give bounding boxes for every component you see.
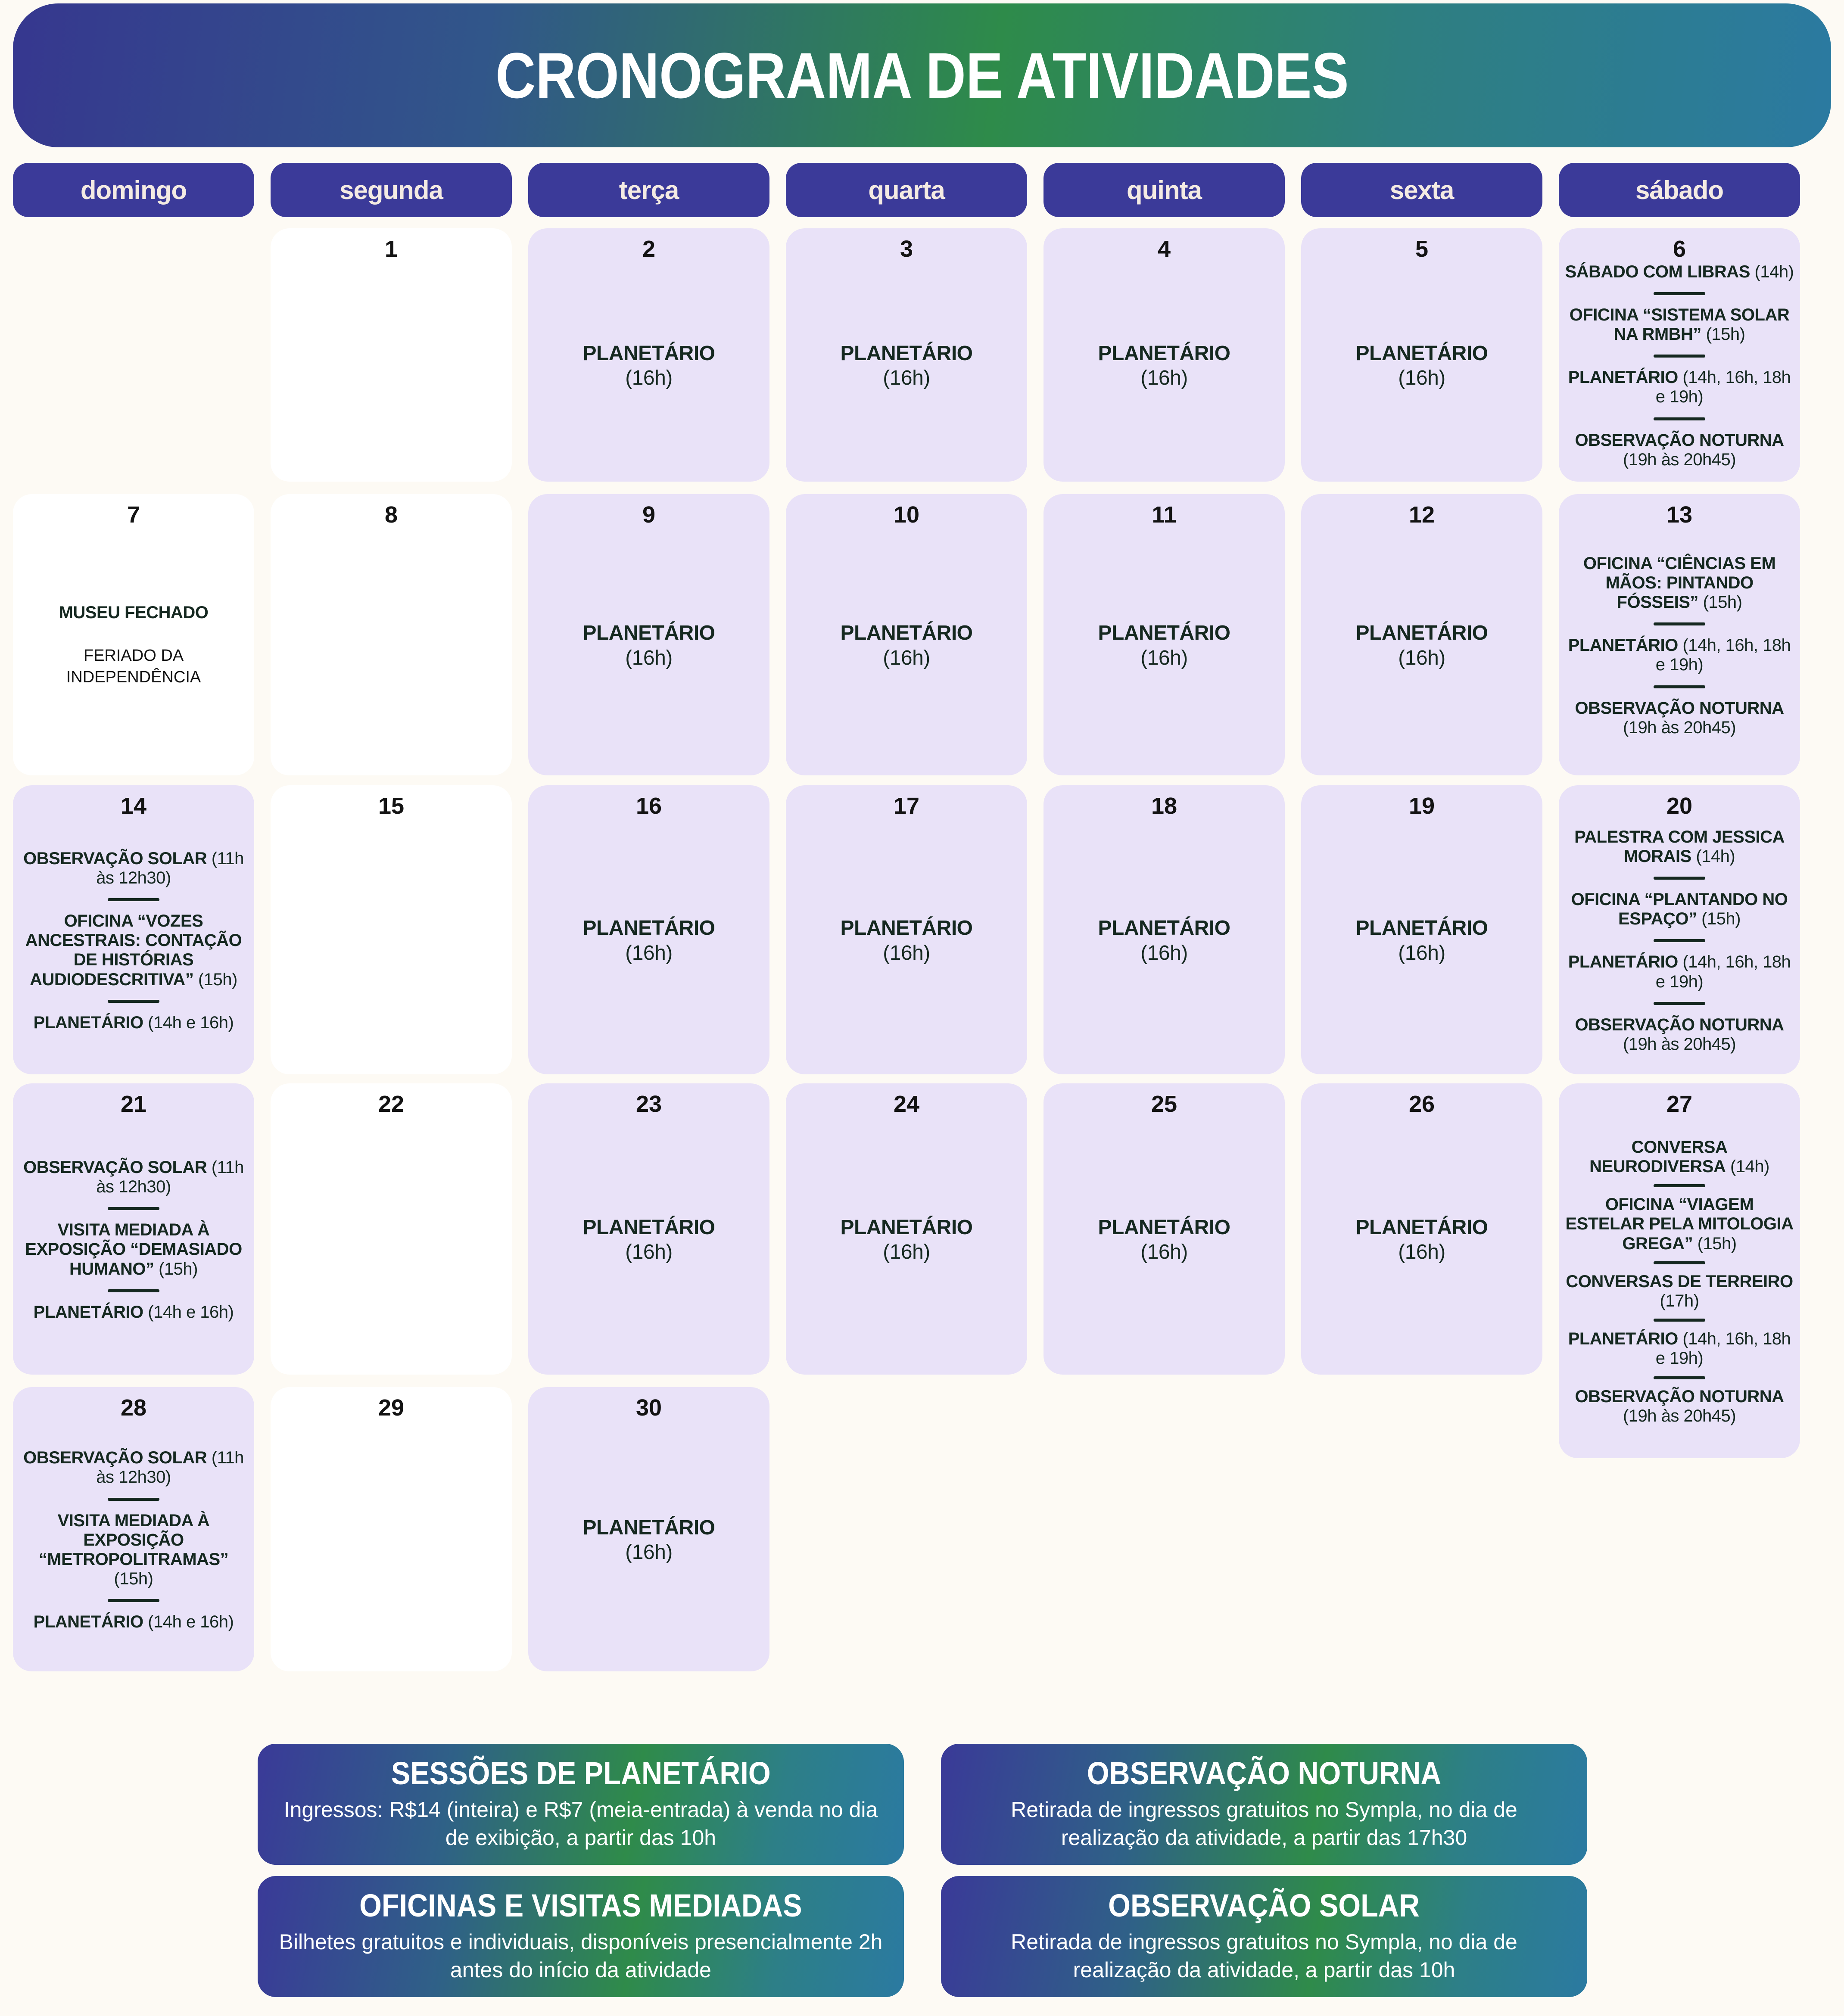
event-divider	[1654, 622, 1705, 625]
calendar-cell-1	[271, 228, 512, 482]
calendar-cell-26	[1301, 1083, 1542, 1375]
day-number: 8	[384, 502, 398, 528]
weekday-header-2: terça	[528, 163, 769, 217]
events-list	[534, 261, 763, 470]
event-divider	[1654, 1184, 1705, 1187]
event-entry: VISITA MEDIADA À EXPOSIÇÃO “DEMASIADO HUMANO” (15h)	[25, 1220, 242, 1279]
weekday-header-5: sexta	[1301, 163, 1542, 217]
weekday-header-4: quinta	[1043, 163, 1285, 217]
event-entry: PLANETÁRIO (16h)	[582, 1516, 715, 1564]
calendar-cell-5	[1301, 228, 1542, 482]
event-entry: OBSERVAÇÃO SOLAR (11h às 12h30)	[23, 1448, 244, 1487]
event-entry: PLANETÁRIO (16h)	[840, 342, 973, 390]
event-entry: OFICINA “VOZES ANCESTRAIS: CONTAÇÃO DE HISTÓRIAS AUDIODESCRITIVA” (15h)	[25, 912, 242, 989]
event-entry: OFICINA “VIAGEM ESTELAR PELA MITOLOGIA GREGA” (15h)	[1565, 1195, 1794, 1253]
event-entry: PLANETÁRIO (16h)	[1355, 1216, 1488, 1264]
event-entry: CONVERSAS DE TERREIRO (17h)	[1566, 1272, 1793, 1310]
event-entry: OBSERVAÇÃO SOLAR (11h às 12h30)	[23, 1157, 244, 1196]
day-number: 25	[1151, 1091, 1177, 1117]
calendar-cell-3	[786, 228, 1027, 482]
calendar-cell-6	[1559, 228, 1800, 482]
events-list	[1050, 527, 1279, 764]
calendar-cell-16	[528, 785, 769, 1074]
day-number: 3	[900, 236, 913, 262]
events-list	[19, 527, 248, 764]
event-divider	[108, 1599, 159, 1602]
event-entry: VISITA MEDIADA À EXPOSIÇÃO “METROPOLITRAMAS” (15h)	[38, 1511, 229, 1589]
event-entry: OBSERVAÇÃO SOLAR (11h às 12h30)	[23, 849, 244, 887]
day-number: 24	[893, 1091, 920, 1117]
events-list	[534, 1420, 763, 1660]
event-entry: CONVERSA NEURODIVERSA (14h)	[1589, 1137, 1769, 1176]
day-number: 30	[635, 1395, 662, 1421]
legend-title: OBSERVAÇÃO NOTURNA	[1087, 1755, 1442, 1791]
day-number: 6	[1673, 236, 1686, 262]
day-number: 9	[642, 502, 656, 528]
calendar-cell-10	[786, 494, 1027, 775]
events-list	[1565, 818, 1794, 1063]
event-entry: PLANETÁRIO (16h)	[1098, 622, 1230, 669]
event-divider	[108, 1207, 159, 1210]
day-number: 27	[1666, 1091, 1693, 1117]
day-number: 15	[378, 793, 405, 819]
calendar-cell-24	[786, 1083, 1027, 1375]
events-list	[19, 1117, 248, 1363]
calendar-cell-11	[1043, 494, 1285, 775]
events-list	[1307, 818, 1536, 1063]
events-list	[1307, 1117, 1536, 1363]
day-number: 12	[1408, 502, 1435, 528]
day-number: 29	[378, 1395, 405, 1421]
event-divider	[1654, 1261, 1705, 1264]
day-number: 28	[120, 1395, 147, 1421]
calendar-cell-7	[13, 494, 254, 775]
day-number: 26	[1408, 1091, 1435, 1117]
legend-box-3	[941, 1876, 1587, 1997]
event-entry: OFICINA “SISTEMA SOLAR NA RMBH” (15h)	[1569, 305, 1790, 344]
day-number: 4	[1157, 236, 1171, 262]
day-number: 20	[1666, 793, 1693, 819]
calendar-cell-13	[1559, 494, 1800, 775]
event-entry: PLANETÁRIO (16h)	[582, 342, 715, 390]
event-entry: PLANETÁRIO (16h)	[1355, 342, 1488, 390]
events-list	[1050, 1117, 1279, 1363]
calendar-cell-30	[528, 1387, 769, 1671]
event-entry: SÁBADO COM LIBRAS (14h)	[1565, 262, 1794, 281]
event-entry: PLANETÁRIO (16h)	[840, 1216, 973, 1264]
events-list	[1307, 261, 1536, 470]
weekday-header-1: segunda	[271, 163, 512, 217]
event-entry: PLANETÁRIO (16h)	[840, 917, 973, 964]
day-number: 7	[127, 502, 140, 528]
event-entry: PLANETÁRIO (14h, 16h, 18h e 19h)	[1568, 952, 1791, 991]
events-list	[1050, 261, 1279, 470]
event-divider	[1654, 355, 1705, 358]
events-list	[792, 1117, 1021, 1363]
calendar-cell-9	[528, 494, 769, 775]
calendar-cell-25	[1043, 1083, 1285, 1375]
calendar-cell-14	[13, 785, 254, 1074]
events-list	[792, 261, 1021, 470]
event-entry: OBSERVAÇÃO NOTURNA (19h às 20h45)	[1575, 1387, 1784, 1425]
event-entry: PLANETÁRIO (14h, 16h, 18h e 19h)	[1568, 368, 1791, 407]
event-entry: PLANETÁRIO (16h)	[582, 622, 715, 669]
event-entry: PLANETÁRIO (16h)	[1355, 917, 1488, 964]
event-divider	[1654, 292, 1705, 295]
event-divider	[108, 898, 159, 901]
event-divider	[1654, 1002, 1705, 1005]
legend-title: OBSERVAÇÃO SOLAR	[1108, 1888, 1420, 1924]
header-banner	[13, 3, 1831, 147]
day-number: 18	[1151, 793, 1177, 819]
events-list	[19, 818, 248, 1063]
calendar-cell-29	[271, 1387, 512, 1671]
day-number: 13	[1666, 502, 1693, 528]
event-divider	[1654, 1376, 1705, 1379]
event-entry: PLANETÁRIO (16h)	[1098, 1216, 1230, 1264]
legend-box-1	[941, 1744, 1587, 1865]
weekday-header-6: sábado	[1559, 163, 1800, 217]
calendar-cell-17	[786, 785, 1027, 1074]
event-entry: PLANETÁRIO (14h, 16h, 18h e 19h)	[1568, 1329, 1791, 1368]
event-divider	[1654, 685, 1705, 688]
event-entry: OBSERVAÇÃO NOTURNA (19h às 20h45)	[1575, 1015, 1784, 1054]
legend-section	[258, 1744, 1587, 1997]
day-number: 22	[378, 1091, 405, 1117]
events-list	[1307, 527, 1536, 764]
calendar-cell-18	[1043, 785, 1285, 1074]
events-list	[1565, 527, 1794, 764]
calendar-cell-2	[528, 228, 769, 482]
event-entry: OBSERVAÇÃO NOTURNA (19h às 20h45)	[1575, 698, 1784, 737]
legend-text: Ingressos: R$14 (inteira) e R$7 (meia-entrada) à venda no dia de exibição, a partir das 10h	[283, 1798, 878, 1850]
legend-title: SESSÕES DE PLANETÁRIO	[391, 1755, 771, 1791]
calendar-cell-4	[1043, 228, 1285, 482]
calendar-cell-12	[1301, 494, 1542, 775]
day-number: 1	[384, 236, 398, 262]
calendar-cell-22	[271, 1083, 512, 1375]
legend-box-0	[258, 1744, 904, 1865]
calendar-cell-23	[528, 1083, 769, 1375]
event-entry: PLANETÁRIO (16h)	[1098, 342, 1230, 390]
event-entry: PALESTRA COM JESSICA MORAIS (14h)	[1574, 827, 1785, 866]
day-number: 5	[1415, 236, 1429, 262]
event-divider	[1654, 1319, 1705, 1322]
event-entry: PLANETÁRIO (14h e 16h)	[33, 1302, 234, 1322]
weekday-header-3: quarta	[786, 163, 1027, 217]
event-divider	[108, 1498, 159, 1501]
event-entry: OFICINA “PLANTANDO NO ESPAÇO” (15h)	[1571, 890, 1788, 929]
weekday-header-row	[13, 163, 1800, 217]
event-divider	[1654, 939, 1705, 942]
events-list	[1050, 818, 1279, 1063]
event-entry: PLANETÁRIO (14h e 16h)	[33, 1612, 234, 1632]
day-number: 10	[893, 502, 920, 528]
events-list	[1565, 261, 1794, 470]
calendar-cell-8	[271, 494, 512, 775]
legend-text: Retirada de ingressos gratuitos no Sympla, no dia de realização da atividade, a partir das 17h30	[1011, 1798, 1517, 1850]
day-number: 2	[642, 236, 656, 262]
day-number: 11	[1152, 502, 1177, 528]
legend-text: Retirada de ingressos gratuitos no Sympla, no dia de realização da atividade, a partir das 10h	[1011, 1930, 1517, 1982]
calendar-cell-15	[271, 785, 512, 1074]
calendar-cell-28	[13, 1387, 254, 1671]
events-list	[534, 527, 763, 764]
legend-box-2	[258, 1876, 904, 1997]
day-number: 14	[120, 793, 147, 819]
event-divider	[1654, 417, 1705, 420]
event-entry: PLANETÁRIO (16h)	[1098, 917, 1230, 964]
event-entry: OFICINA “CIÊNCIAS EM MÃOS: PINTANDO FÓSSEIS” (15h)	[1583, 554, 1776, 612]
day-number: 16	[635, 793, 662, 819]
event-divider	[108, 1289, 159, 1292]
calendar-cell-21	[13, 1083, 254, 1375]
event-entry: MUSEU FECHADO	[59, 603, 209, 622]
events-list	[1565, 1117, 1794, 1447]
event-entry: PLANETÁRIO (16h)	[582, 917, 715, 964]
event-entry: PLANETÁRIO (14h e 16h)	[33, 1013, 234, 1032]
event-entry: PLANETÁRIO (16h)	[582, 1216, 715, 1264]
events-list	[534, 1117, 763, 1363]
events-list	[534, 818, 763, 1063]
legend-title: OFICINAS E VISITAS MEDIADAS	[359, 1888, 802, 1924]
event-entry: OBSERVAÇÃO NOTURNA (19h às 20h45)	[1575, 430, 1784, 469]
legend-text: Bilhetes gratuitos e individuais, disponíveis presencialmente 2h antes do início da atividade	[279, 1930, 883, 1982]
event-entry: PLANETÁRIO (16h)	[1355, 622, 1488, 669]
events-list	[792, 527, 1021, 764]
event-note: FERIADO DA INDEPENDÊNCIA	[66, 647, 201, 687]
calendar-cell-20	[1559, 785, 1800, 1074]
day-number: 19	[1408, 793, 1435, 819]
day-number: 17	[893, 793, 920, 819]
day-number: 21	[120, 1091, 147, 1117]
events-list	[19, 1420, 248, 1660]
event-entry: PLANETÁRIO (14h, 16h, 18h e 19h)	[1568, 636, 1791, 675]
day-number: 23	[635, 1091, 662, 1117]
event-divider	[1654, 877, 1705, 880]
weekday-header-0: domingo	[13, 163, 254, 217]
calendar-cell-19	[1301, 785, 1542, 1074]
calendar-cell-27	[1559, 1083, 1800, 1458]
page-title: CRONOGRAMA DE ATIVIDADES	[495, 39, 1349, 112]
event-entry: PLANETÁRIO (16h)	[840, 622, 973, 669]
event-divider	[108, 1000, 159, 1003]
events-list	[792, 818, 1021, 1063]
